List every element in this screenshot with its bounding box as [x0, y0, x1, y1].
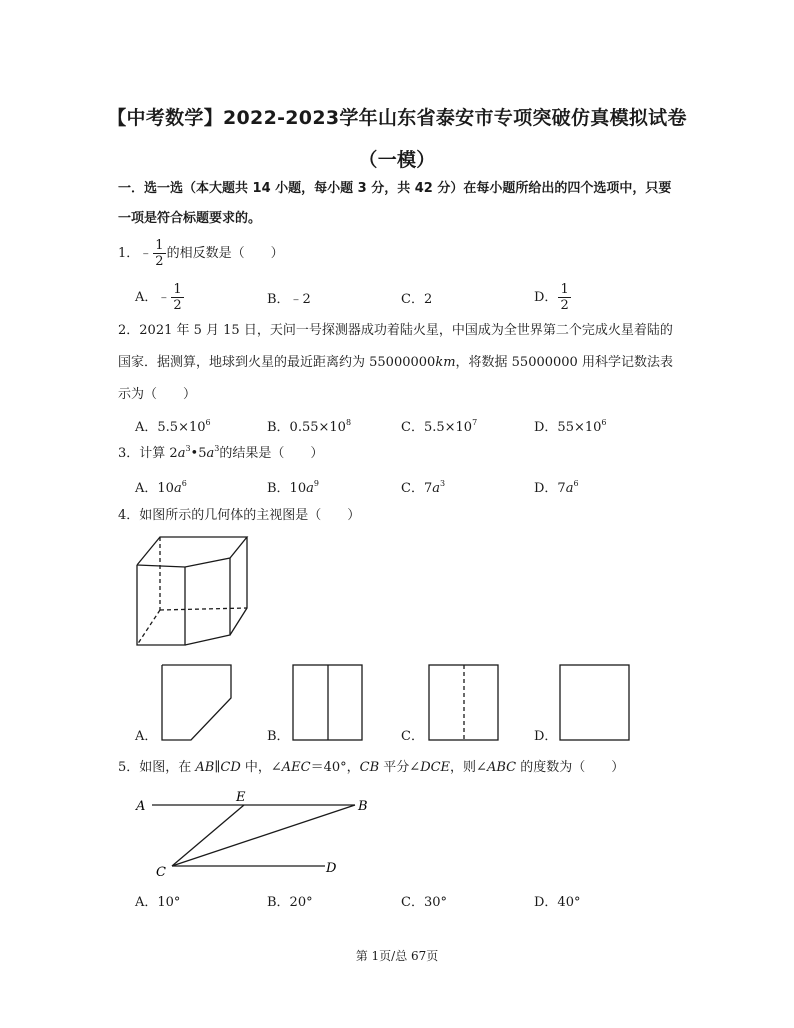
- option-text: B．0.55×10: [267, 420, 346, 435]
- text: ＝40°，: [310, 760, 360, 775]
- segment-cd: CD: [220, 760, 241, 775]
- point-b-label: B: [358, 799, 368, 814]
- q4-option-a-figure[interactable]: [161, 664, 233, 742]
- exponent: 6: [205, 418, 211, 427]
- exponent: 7: [472, 418, 478, 427]
- option-text: D．7: [534, 481, 566, 496]
- segment-cb: CB: [359, 760, 380, 775]
- q4-option-d-figure[interactable]: [559, 664, 631, 742]
- question-text: 的相反数是（ ）: [166, 246, 284, 261]
- text: 5．如图，在: [118, 760, 196, 775]
- denominator: 2: [155, 254, 164, 269]
- denominator: 2: [173, 298, 182, 313]
- page-footer: 第 1页/总 67页: [355, 949, 439, 963]
- q2-option-d[interactable]: [534, 416, 607, 435]
- question-1: [118, 238, 708, 270]
- option-label: A．: [135, 290, 158, 305]
- text: 中，∠: [240, 760, 282, 775]
- exponent: 6: [601, 418, 607, 427]
- variable: a: [565, 481, 574, 496]
- numerator: 1: [173, 282, 182, 297]
- text: 的度数为（ ）: [516, 760, 625, 775]
- variable: a: [432, 481, 440, 496]
- question-text-line-2: [118, 347, 708, 379]
- option-label: D．: [534, 290, 558, 305]
- variable: a: [173, 481, 182, 496]
- q3-option-a[interactable]: [135, 477, 187, 496]
- solid-figure: [130, 530, 250, 650]
- exponent: 6: [573, 479, 579, 488]
- q5-option-d[interactable]: D．40°: [534, 895, 581, 910]
- segment-cb-line: [172, 805, 355, 866]
- q5-option-a[interactable]: A．10°: [135, 895, 181, 910]
- question-3: [118, 438, 708, 470]
- angle-abc: ABC: [486, 760, 517, 775]
- point-c-label: C: [156, 865, 166, 880]
- text: 平分∠: [379, 760, 421, 775]
- question-5: [118, 752, 708, 784]
- text: ，则∠: [450, 760, 487, 775]
- section-instructions: [118, 174, 698, 234]
- exponent: 3: [439, 479, 446, 488]
- q2-option-c[interactable]: [401, 416, 477, 435]
- text: 国家．据测算，地球到火星的最近距离约为 55000000: [118, 355, 436, 370]
- exponent: 6: [181, 479, 187, 488]
- option-text: A．5.5×10: [135, 420, 206, 435]
- q1-option-b[interactable]: B．﹣2: [267, 292, 311, 307]
- exponent: 3: [185, 444, 191, 453]
- denominator: 2: [560, 298, 569, 313]
- unit: km: [435, 355, 456, 370]
- text: 的结果是（ ）: [219, 446, 324, 461]
- fraction: [153, 238, 165, 269]
- exponent: 8: [345, 418, 352, 427]
- question-text-line-1: 2．2021 年 5 月 15 日，天问一号探测器成功着陆火星，中国成为全世界第二个完成火星着陆的: [118, 323, 673, 338]
- question-2: [118, 315, 708, 411]
- numerator: 1: [560, 282, 569, 297]
- option-text: B．10: [267, 481, 307, 496]
- section-line-2: 一项是符合标题要求的。: [118, 211, 262, 226]
- parallel-lines-diagram: [130, 788, 370, 880]
- q3-option-d[interactable]: [534, 477, 579, 496]
- exponent: 9: [313, 479, 319, 488]
- fraction: [171, 282, 183, 313]
- segment-ab: AB: [195, 760, 215, 775]
- q3-option-c[interactable]: [401, 477, 445, 496]
- text: 3．计算 2: [118, 446, 178, 461]
- option-text: A．10: [135, 481, 174, 496]
- point-e-label: E: [236, 790, 246, 805]
- q4-option-d-label[interactable]: D．: [534, 729, 558, 744]
- text: ，将数据 55000000 用科学记数法表: [455, 355, 673, 370]
- section-line-1: 一．选一选（本大题共 14 小题，每小题 3 分，共 42 分）在每小题所给出的四个选项中，只要: [118, 181, 672, 196]
- q5-option-c[interactable]: C．30°: [401, 895, 447, 910]
- fraction: [558, 282, 570, 313]
- q1-option-d[interactable]: [534, 282, 572, 313]
- page-subtitle: （一模）: [358, 149, 436, 171]
- variable: a: [206, 446, 215, 461]
- angle-dce: DCE: [420, 760, 451, 775]
- segment-ce: [172, 805, 244, 866]
- variable: a: [306, 481, 314, 496]
- q4-option-a-label[interactable]: A．: [135, 729, 158, 744]
- question-text-line-3: 示为（ ）: [118, 387, 197, 402]
- q2-option-b[interactable]: [267, 416, 351, 435]
- minus-sign: ﹣: [139, 246, 153, 261]
- q1-option-c[interactable]: C．2: [401, 292, 433, 307]
- option-text: C．7: [401, 481, 433, 496]
- angle-aec: AEC: [281, 760, 311, 775]
- q2-option-a[interactable]: [135, 416, 211, 435]
- q5-option-b[interactable]: B．20°: [267, 895, 313, 910]
- q4-option-b-figure[interactable]: [292, 664, 364, 742]
- parallel-symbol: ∥: [214, 760, 221, 775]
- variable: a: [177, 446, 186, 461]
- page-title: 【中考数学】2022-2023学年山东省泰安市专项突破仿真模拟试卷: [107, 107, 687, 129]
- option-text: D．55×10: [534, 420, 602, 435]
- point-a-label: A: [136, 799, 146, 814]
- q3-option-b[interactable]: [267, 477, 319, 496]
- q4-option-b-label[interactable]: B．: [267, 729, 290, 744]
- q1-option-a[interactable]: [135, 282, 185, 313]
- text: •5: [190, 446, 207, 461]
- question-4: 4．如图所示的几何体的主视图是（ ）: [118, 508, 361, 523]
- q4-option-c-figure[interactable]: [428, 664, 500, 742]
- question-number: 1．: [118, 246, 140, 261]
- q4-option-c-label[interactable]: C．: [401, 729, 424, 744]
- point-d-label: D: [326, 861, 337, 876]
- option-text: C．5.5×10: [401, 420, 473, 435]
- exponent: 3: [214, 444, 220, 453]
- numerator: 1: [155, 238, 164, 253]
- minus-sign: ﹣: [157, 290, 171, 305]
